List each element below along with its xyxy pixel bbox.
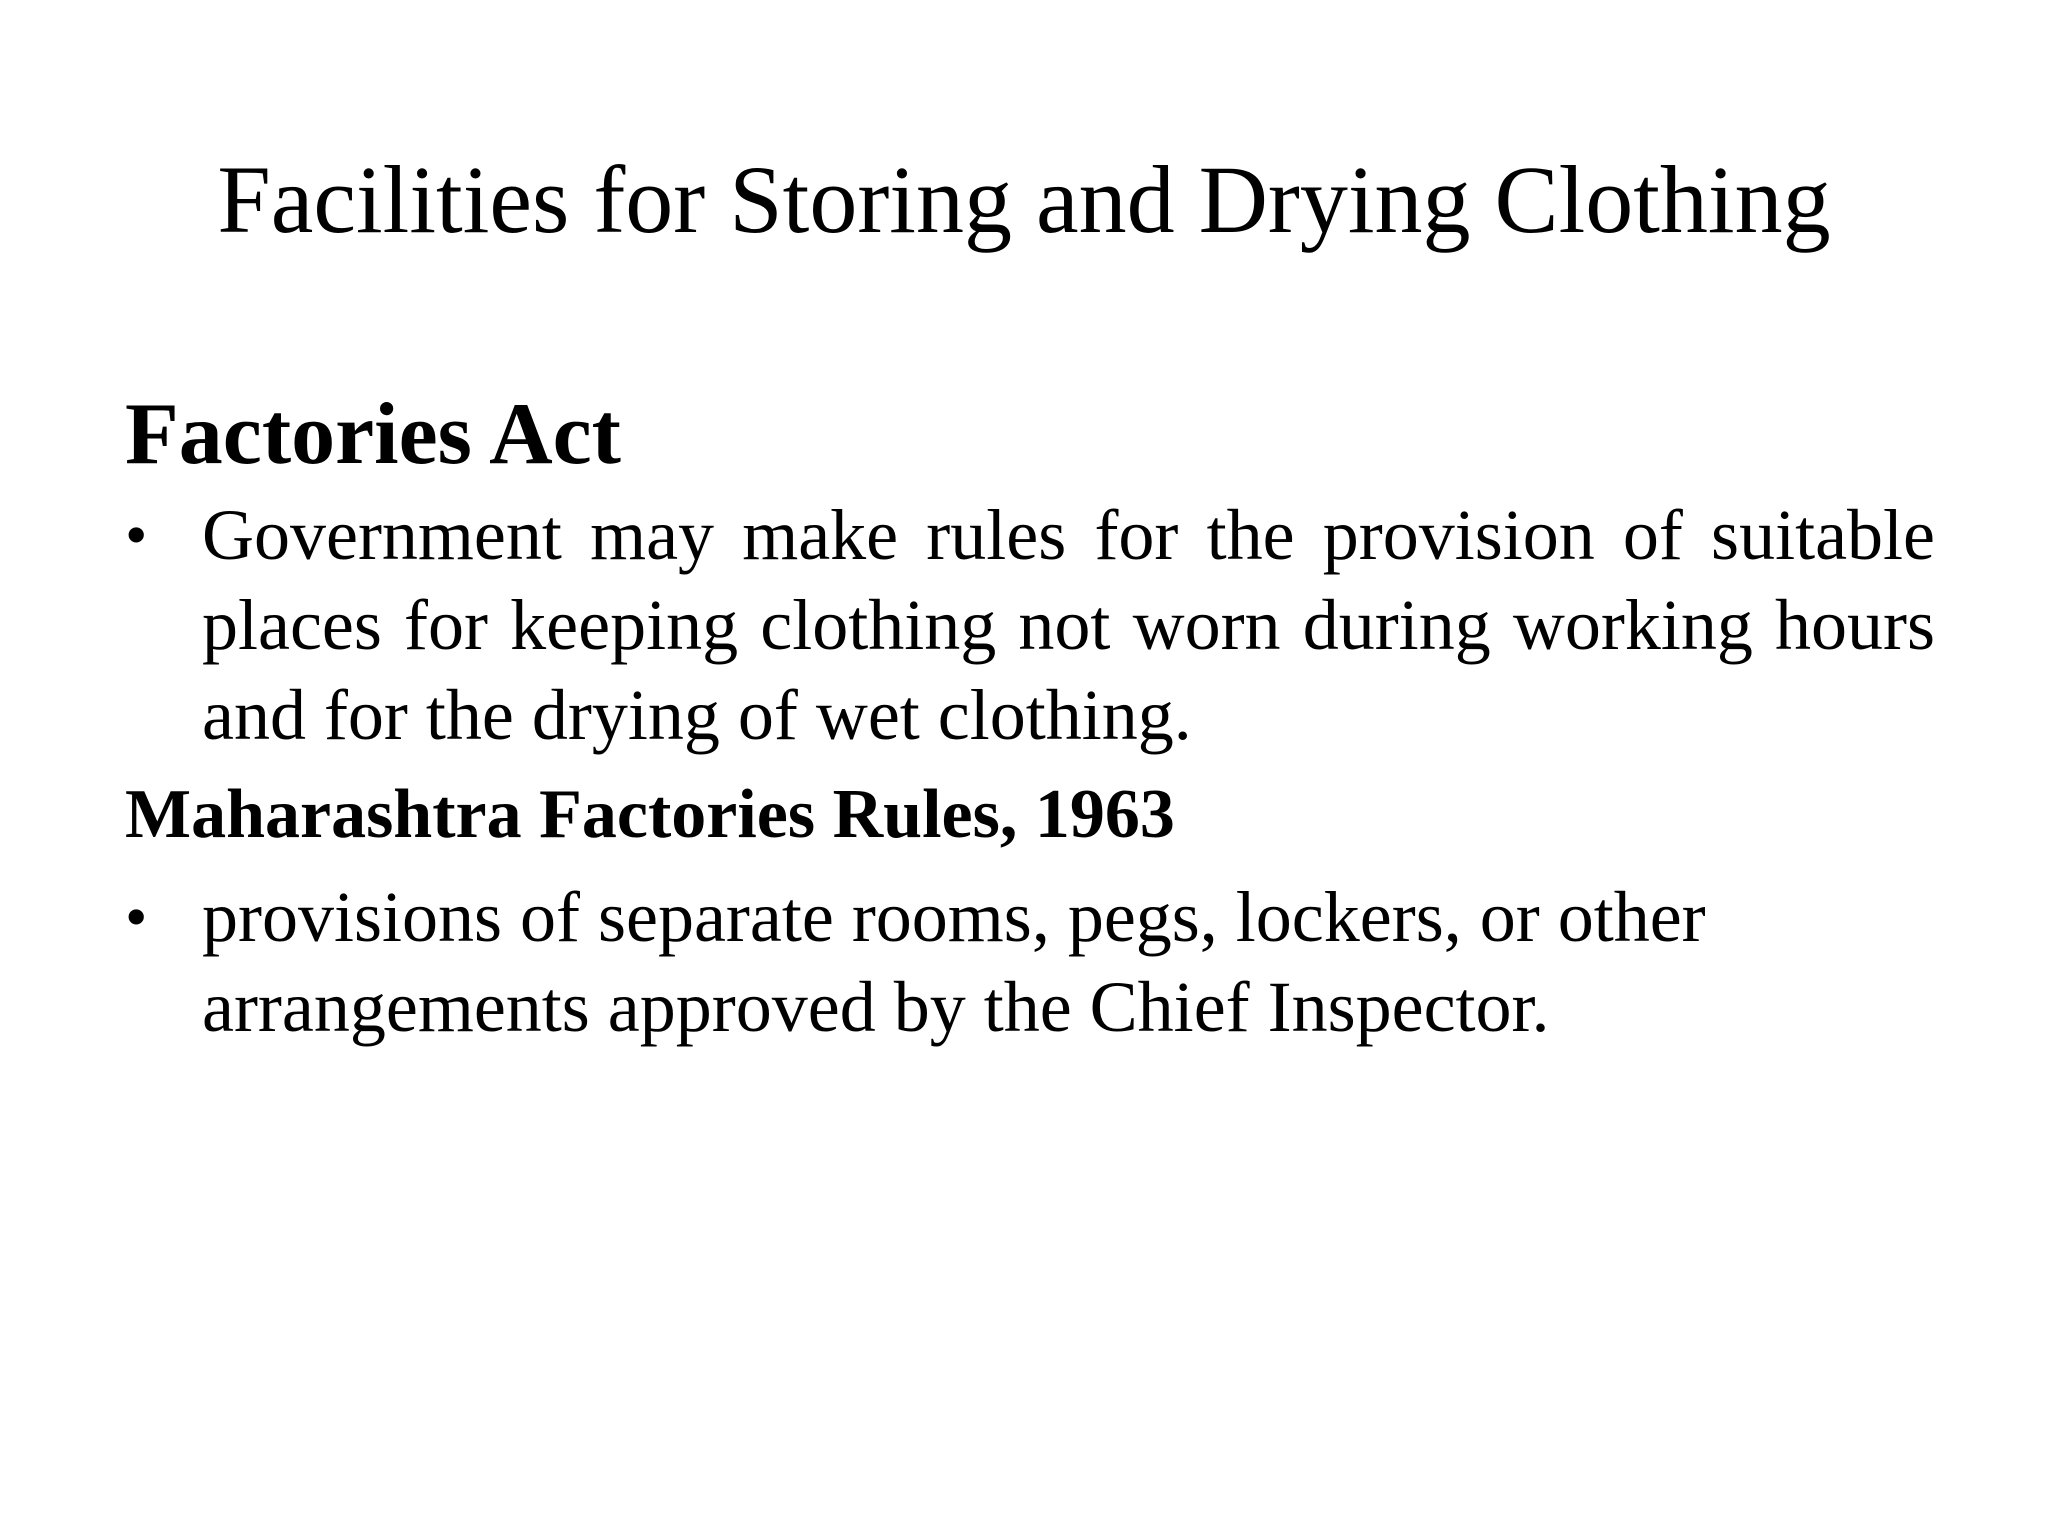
- slide-title: Facilities for Storing and Drying Clothing: [217, 146, 1831, 253]
- bullet-icon: •: [125, 499, 148, 570]
- bullet-text: Government may make rules for the provision of suitable places for keeping clothing not worn during working hours and for the drying of wet clothing.: [202, 495, 1935, 755]
- bullet-text: provisions of separate rooms, pegs, lockers, or other arrangements approved by the Chief Inspector.: [202, 877, 1706, 1047]
- list-item: [125, 490, 1935, 760]
- section-heading-maharashtra-rules: Maharashtra Factories Rules, 1963: [125, 776, 1175, 853]
- slide-content: [125, 380, 1935, 1052]
- bullet-list-maharashtra-rules: [125, 872, 1935, 1052]
- bullet-icon: •: [125, 881, 148, 952]
- list-item: [125, 872, 1902, 1052]
- section-heading-factories-act: Factories Act: [125, 386, 621, 483]
- bullet-list-factories-act: [125, 490, 1935, 760]
